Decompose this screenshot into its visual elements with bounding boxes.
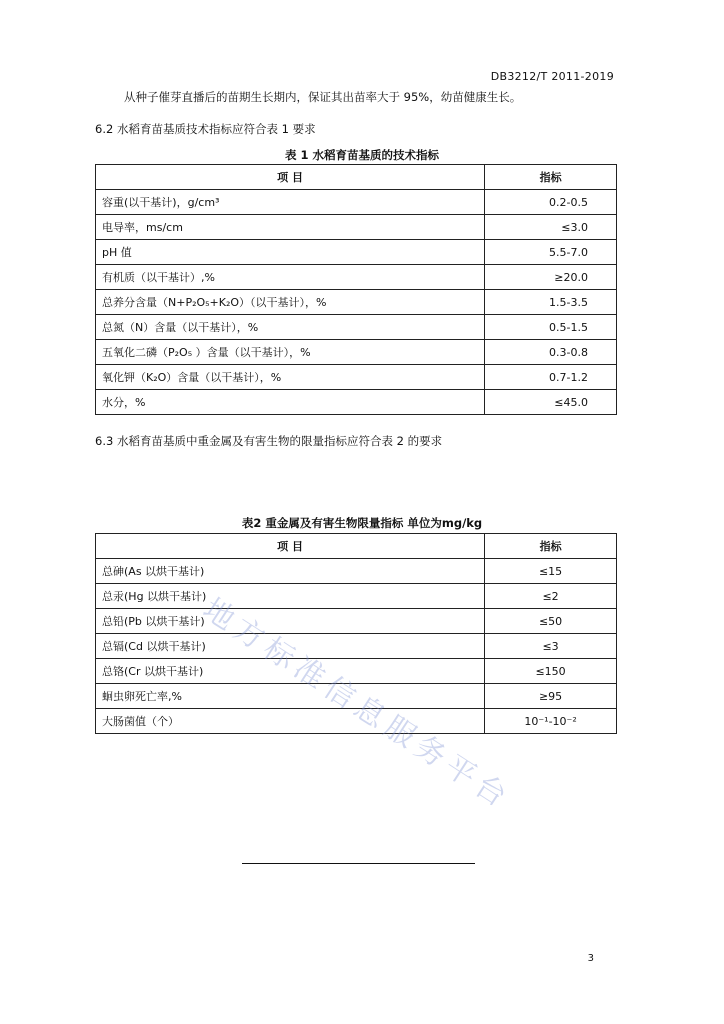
table1-header-value: 指标 bbox=[485, 165, 617, 190]
table-row bbox=[96, 584, 617, 609]
row-item: 总汞(Hg 以烘干基计) bbox=[96, 584, 485, 609]
table1 bbox=[95, 164, 617, 415]
table1-title: 表 1 水稻育苗基质的技术指标 bbox=[284, 148, 439, 162]
intro-paragraph: 从种子催芽直播后的苗期生长期内，保证其出苗率大于 95%，幼苗健康生长。 bbox=[124, 90, 522, 104]
row-value: 5.5-7.0 bbox=[485, 240, 617, 265]
table-row bbox=[96, 290, 617, 315]
row-value: 0.2-0.5 bbox=[485, 190, 617, 215]
row-item: 总氮（N）含量（以干基计），% bbox=[96, 315, 485, 340]
row-value: 0.3-0.8 bbox=[485, 340, 617, 365]
row-value: 0.7-1.2 bbox=[485, 365, 617, 390]
page-number: 3 bbox=[587, 953, 594, 964]
row-value: ≤15 bbox=[485, 559, 617, 584]
row-value: 0.5-1.5 bbox=[485, 315, 617, 340]
table-row bbox=[96, 365, 617, 390]
row-item: 总镉(Cd 以烘干基计) bbox=[96, 634, 485, 659]
table2-header-value: 指标 bbox=[485, 534, 617, 559]
table-row bbox=[96, 240, 617, 265]
row-item: 蛔虫卵死亡率,% bbox=[96, 684, 485, 709]
row-value: ≤3 bbox=[485, 634, 617, 659]
row-item: 水分，% bbox=[96, 390, 485, 415]
table1-header-item: 项 目 bbox=[96, 165, 485, 190]
row-item: 电导率，ms/cm bbox=[96, 215, 485, 240]
table-row bbox=[96, 559, 617, 584]
table-row bbox=[96, 315, 617, 340]
row-item: 有机质（以干基计）,% bbox=[96, 265, 485, 290]
row-value: 1.5-3.5 bbox=[485, 290, 617, 315]
table2-title: 表2 重金属及有害生物限量指标 单位为mg/kg bbox=[241, 516, 483, 530]
table1-header-row bbox=[96, 165, 617, 190]
table-row bbox=[96, 634, 617, 659]
table-row bbox=[96, 265, 617, 290]
table-row bbox=[96, 340, 617, 365]
table-row bbox=[96, 215, 617, 240]
row-value: ≤50 bbox=[485, 609, 617, 634]
table2-header-row bbox=[96, 534, 617, 559]
row-item: 总养分含量（N+P₂O₅+K₂O）（以干基计），% bbox=[96, 290, 485, 315]
row-item: 总铅(Pb 以烘干基计) bbox=[96, 609, 485, 634]
clause-6-2: 6.2 水稻育苗基质技术指标应符合表 1 要求 bbox=[95, 122, 316, 136]
document-code: DB3212/T 2011-2019 bbox=[490, 70, 614, 83]
table2-header-item: 项 目 bbox=[96, 534, 485, 559]
row-value: ≥20.0 bbox=[485, 265, 617, 290]
row-value: ≤3.0 bbox=[485, 215, 617, 240]
row-item: pH 值 bbox=[96, 240, 485, 265]
row-item: 总砷(As 以烘干基计) bbox=[96, 559, 485, 584]
table-row bbox=[96, 390, 617, 415]
row-value: ≤150 bbox=[485, 659, 617, 684]
row-value: ≥95 bbox=[485, 684, 617, 709]
row-item: 五氧化二磷（P₂O₅ ）含量（以干基计），% bbox=[96, 340, 485, 365]
row-value: ≤2 bbox=[485, 584, 617, 609]
row-item: 氧化钾（K₂O）含量（以干基计），% bbox=[96, 365, 485, 390]
row-value: 10⁻¹-10⁻² bbox=[485, 709, 617, 734]
watermark: 地方标准信息服务平台 bbox=[196, 591, 518, 818]
row-item: 容重(以干基计)，g/cm³ bbox=[96, 190, 485, 215]
row-item: 大肠菌值（个） bbox=[96, 709, 485, 734]
end-rule bbox=[242, 863, 475, 864]
table-row bbox=[96, 190, 617, 215]
table-row bbox=[96, 609, 617, 634]
clause-6-3: 6.3 水稻育苗基质中重金属及有害生物的限量指标应符合表 2 的要求 bbox=[95, 434, 443, 448]
row-value: ≤45.0 bbox=[485, 390, 617, 415]
row-item: 总铬(Cr 以烘干基计) bbox=[96, 659, 485, 684]
